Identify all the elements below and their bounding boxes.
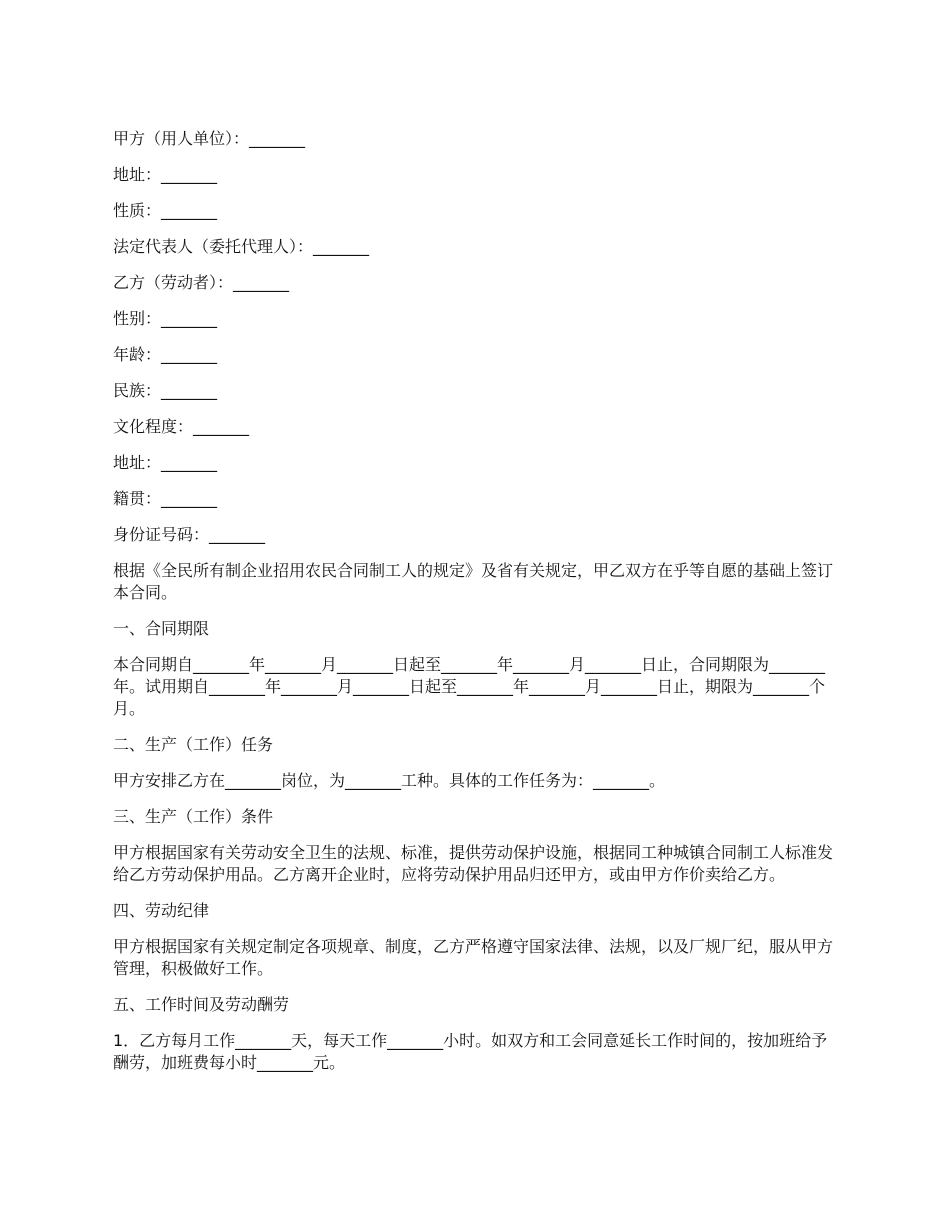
age-field: 年龄：_______ xyxy=(113,345,218,364)
intro-paragraph: 根据《全民所有制企业招用农民合同制工人的规定》及省有关规定，甲乙双方在乎等自愿的基础上签订本合同。 xyxy=(113,561,834,602)
party-a-address-field: 地址：_______ xyxy=(113,165,218,184)
education-field: 文化程度：_______ xyxy=(113,417,250,436)
section-heading-conditions: 三、生产（工作）条件 xyxy=(113,807,274,826)
gender-field: 性别：_______ xyxy=(113,309,218,328)
party-a-nature-field: 性质：_______ xyxy=(113,201,218,220)
section-heading-discipline: 四、劳动纪律 xyxy=(113,901,210,920)
section-body-term: 本合同期自_______年_______月_______日起至_______年_______月_______日止，合同期限为_______年。试用期自_______年_______月_______日起至_______年_______月_______日止，期限为_______个月。 xyxy=(113,655,826,718)
section-heading-hours-pay: 五、工作时间及劳动酬劳 xyxy=(113,995,290,1014)
section-body-conditions: 甲方根据国家有关劳动安全卫生的法规、标准，提供劳动保护设施，根据同工种城镇合同制工人标准发给乙方劳动保护用品。乙方离开企业时，应将劳动保护用品归还甲方，或由甲方作价卖给乙方。 xyxy=(113,843,834,884)
ethnicity-field: 民族：_______ xyxy=(113,381,218,400)
contract-page xyxy=(113,128,843,1088)
section-heading-task: 二、生产（工作）任务 xyxy=(113,735,274,754)
id-number-field: 身份证号码：_______ xyxy=(113,525,266,544)
section-heading-term: 一、合同期限 xyxy=(113,619,210,638)
section-body-task: 甲方安排乙方在_______岗位，为_______工种。具体的工作任务为：_______。 xyxy=(113,771,666,790)
party-a-field: 甲方（用人单位）：_______ xyxy=(113,129,306,148)
legal-representative-field: 法定代表人（委托代理人）：_______ xyxy=(113,237,370,256)
native-place-field: 籍贯：_______ xyxy=(113,489,218,508)
party-b-address-field: 地址：_______ xyxy=(113,453,218,472)
party-b-field: 乙方（劳动者）：_______ xyxy=(113,273,290,292)
section-body-discipline: 甲方根据国家有关规定制定各项规章、制度，乙方严格遵守国家法律、法规，以及厂规厂纪，服从甲方管理，积极做好工作。 xyxy=(113,937,834,978)
section-body-hours-pay: 1．乙方每月工作_______天，每天工作_______小时。如双方和工会同意延长工作时间的，按加班给予酬劳，加班费每小时_______元。 xyxy=(113,1031,828,1072)
